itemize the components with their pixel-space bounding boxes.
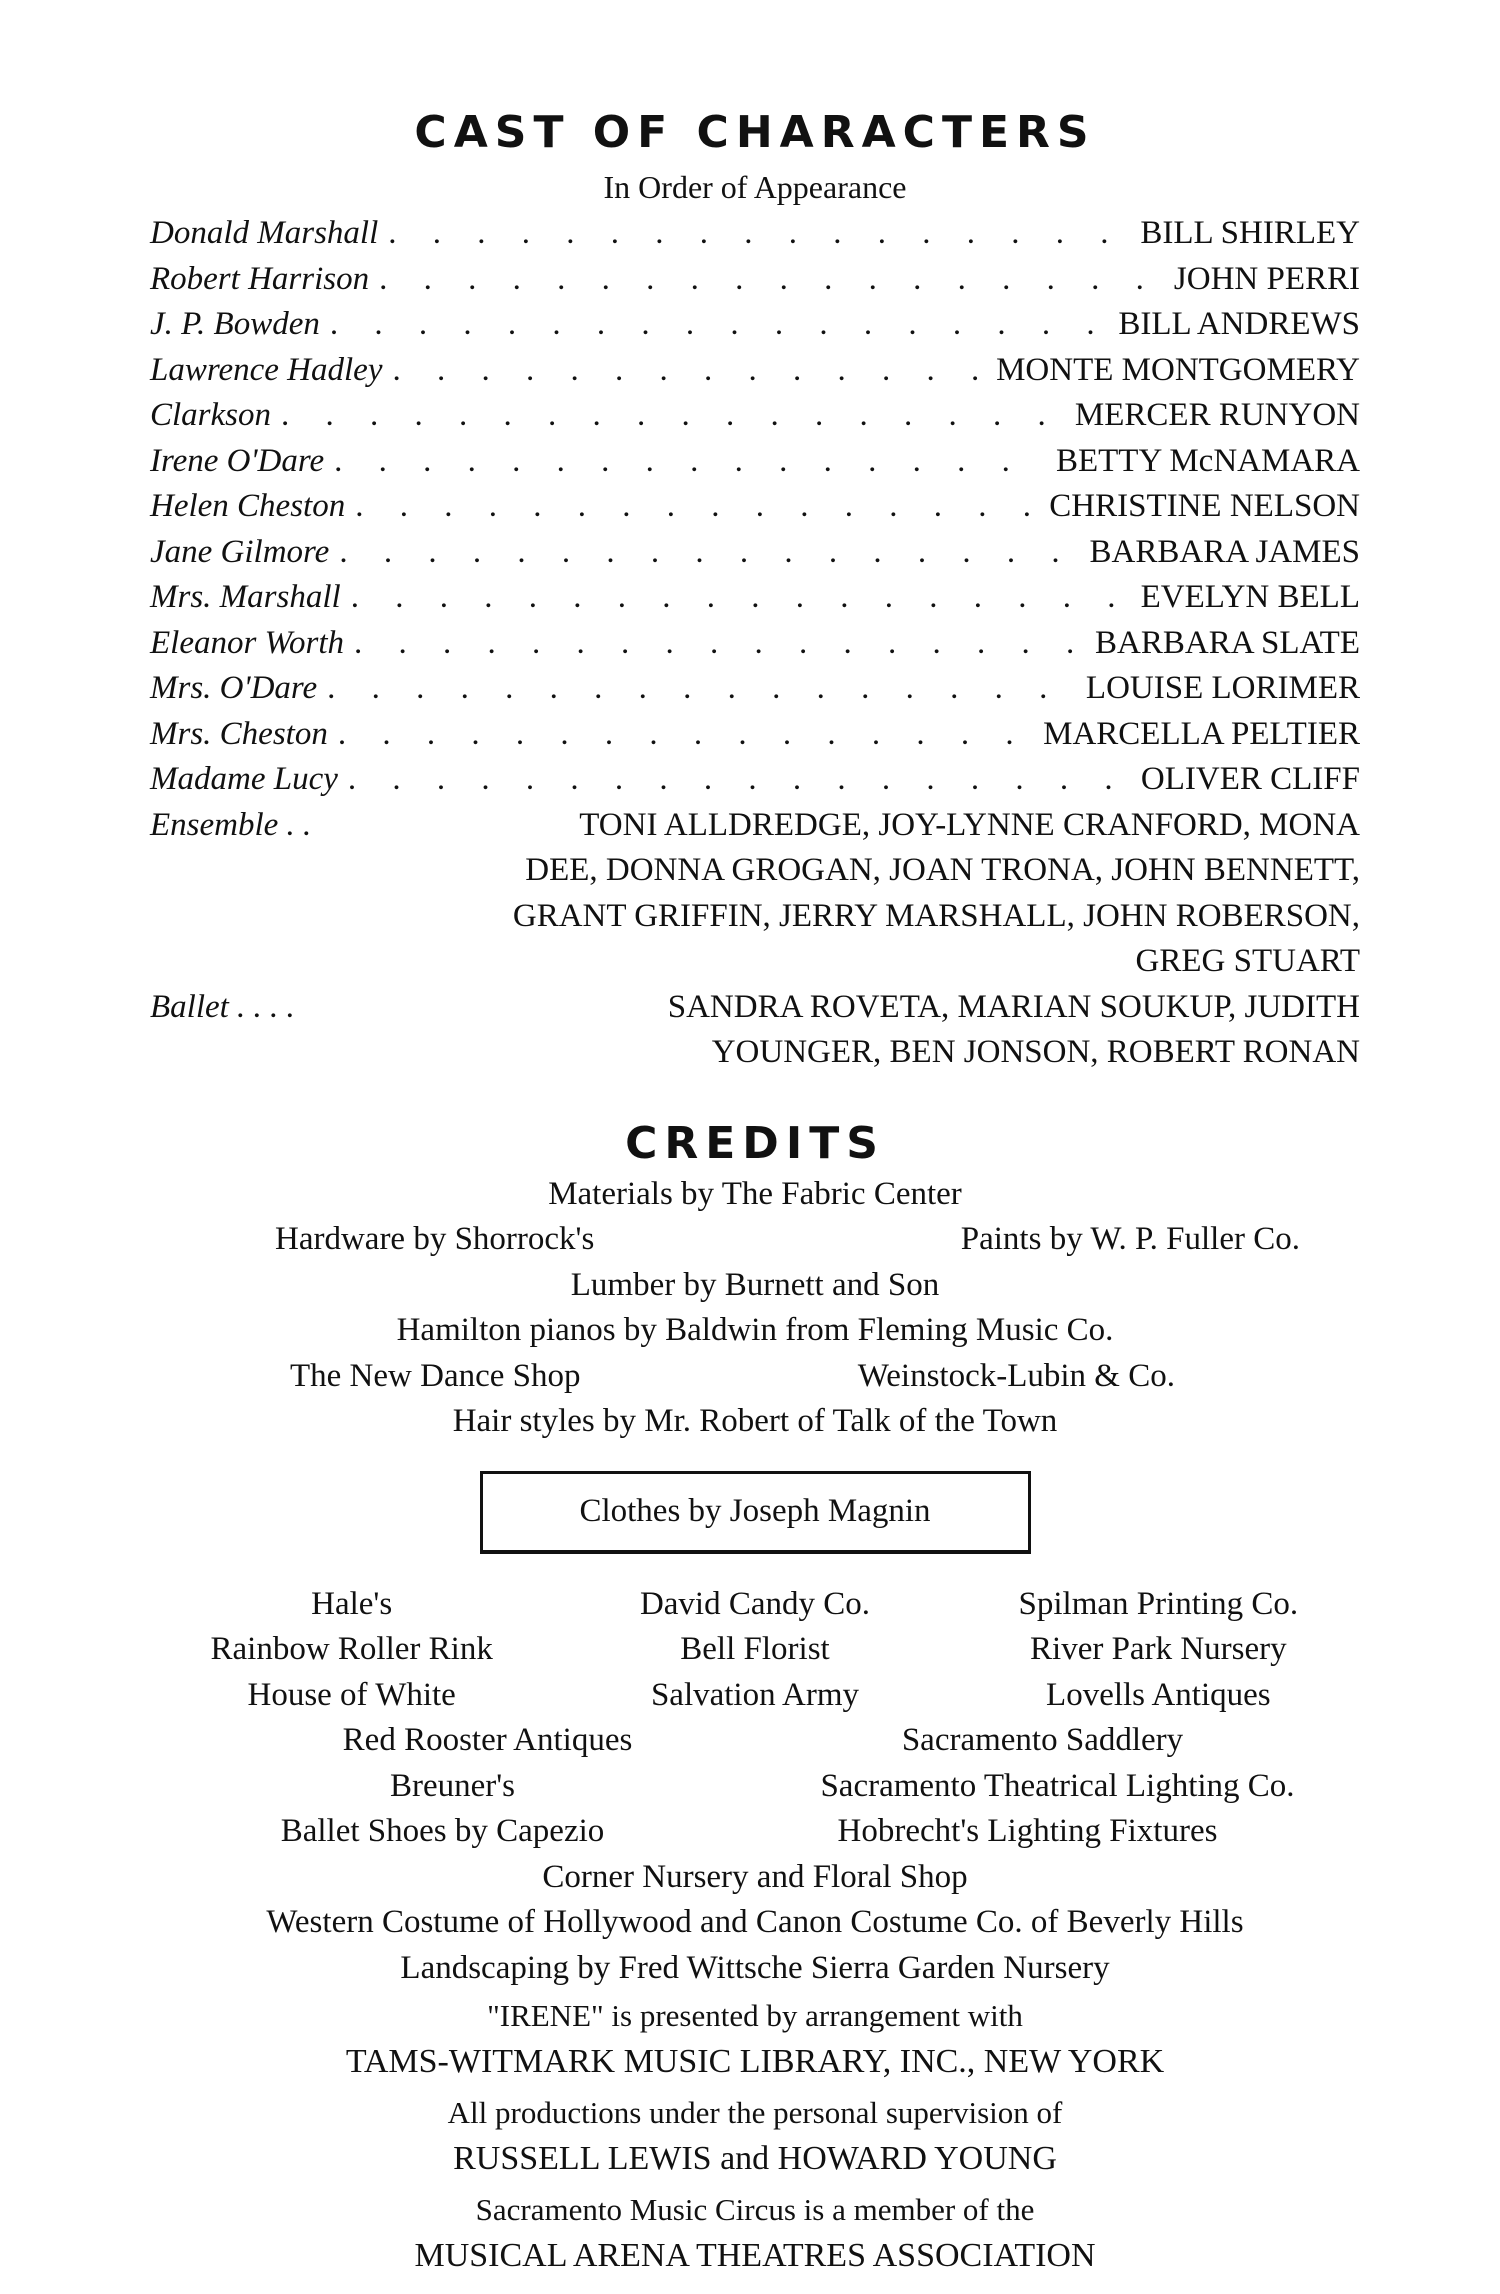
ballet-label: Ballet . . . .: [150, 988, 295, 1025]
notice-member: Sacramento Music Circus is a member of the: [475, 2192, 1035, 2227]
actor-name: LOUISE LORIMER: [1085, 670, 1360, 706]
ensemble-label: Ensemble . .: [150, 806, 312, 843]
actor-name: EVELYN BELL: [1140, 579, 1360, 615]
role-name: Clarkson: [150, 397, 272, 433]
cast-heading: CAST OF CHARACTERS: [414, 107, 1096, 158]
ensemble-line: GRANT GRIFFIN, JERRY MARSHALL, JOHN ROBERSON,: [512, 897, 1360, 934]
role-name: Donald Marshall: [150, 215, 379, 251]
dot-leader: [339, 530, 1075, 576]
sponsor: David Candy Co.: [639, 1585, 871, 1622]
notice-producers: RUSSELL LEWIS and HOWARD YOUNG: [453, 2139, 1057, 2177]
sponsor: Ballet Shoes by Capezio: [280, 1813, 605, 1849]
sponsor: Sacramento Theatrical Lighting Co.: [820, 1767, 1295, 1804]
sponsor-row: [150, 1627, 1360, 1673]
cast-row: [150, 530, 1360, 576]
sponsor: Bell Florist: [680, 1631, 830, 1667]
sponsor: Salvation Army: [650, 1676, 860, 1713]
actor-name: OLIVER CLIFF: [1140, 761, 1360, 797]
ensemble-names: [360, 803, 1360, 985]
sponsor: Spilman Printing Co.: [1018, 1585, 1299, 1622]
sponsor-row: [150, 1764, 1360, 1810]
cast-row: [150, 621, 1360, 667]
actor-name: BARBARA JAMES: [1089, 533, 1360, 570]
sponsor: Breuner's: [389, 1767, 516, 1804]
dot-leader: [281, 393, 1061, 439]
cast-row: [150, 348, 1360, 394]
actor-name: MERCER RUNYON: [1074, 397, 1360, 433]
sponsor: Hobrecht's Lighting Fixtures: [837, 1813, 1218, 1849]
credit-weinstock: Weinstock-Lubin & Co.: [857, 1357, 1175, 1394]
role-name: Madame Lucy: [150, 761, 338, 797]
credits-list: [150, 1172, 1360, 1992]
sponsor-row: [150, 1809, 1360, 1855]
sponsor: River Park Nursery: [1030, 1631, 1287, 1667]
cast-row: [150, 439, 1360, 485]
role-name: Robert Harrison: [150, 260, 370, 297]
credit-pianos: Hamilton pianos by Baldwin from Fleming Music Co.: [396, 1312, 1114, 1348]
arrangement-notice: [150, 1993, 1360, 2278]
notice-irene: "IRENE" is presented by arrangement with: [487, 1998, 1023, 2033]
cast-row: [150, 712, 1360, 758]
credit-row: [150, 1217, 1360, 1263]
role-name: Lawrence Hadley: [150, 351, 383, 388]
ballet-row: [150, 985, 1360, 1076]
sponsor: Sacramento Saddlery: [901, 1722, 1184, 1758]
credit-corner: Corner Nursery and Floral Shop: [542, 1858, 968, 1895]
dot-leader: [388, 211, 1126, 257]
dot-leader: [379, 257, 1160, 303]
actor-name: BARBARA SLATE: [1095, 624, 1360, 661]
cast-row: [150, 757, 1360, 803]
sponsor: Hale's: [311, 1585, 393, 1622]
ensemble-line: TONI ALLDREDGE, JOY-LYNNE CRANFORD, MONA: [579, 806, 1360, 843]
credit-materials: Materials by The Fabric Center: [548, 1175, 962, 1212]
role-name: Jane Gilmore: [150, 533, 330, 570]
cast-row: [150, 484, 1360, 530]
sponsor: Lovells Antiques: [1046, 1676, 1271, 1713]
dot-leader: [355, 484, 1035, 530]
credit-row: [150, 1354, 1360, 1400]
actor-name: BILL ANDREWS: [1118, 306, 1360, 342]
sponsor: Rainbow Roller Rink: [210, 1631, 493, 1667]
ballet-line: SANDRA ROVETA, MARIAN SOUKUP, JUDITH: [667, 988, 1360, 1025]
dot-leader: [348, 757, 1127, 803]
cast-row: [150, 393, 1360, 439]
ballet-names: [360, 985, 1360, 1076]
sponsor-row: [150, 1718, 1360, 1764]
actor-name: BETTY McNAMARA: [1055, 442, 1360, 479]
credit-western: Western Costume of Hollywood and Canon Costume Co. of Beverly Hills: [266, 1904, 1244, 1940]
credit-hardware: Hardware by Shorrock's: [275, 1221, 595, 1257]
role-name: J. P. Bowden: [150, 306, 320, 342]
dot-leader: [334, 439, 1042, 485]
cast-row: [150, 575, 1360, 621]
dot-leader: [330, 302, 1104, 348]
credit-dance-shop: The New Dance Shop: [290, 1357, 581, 1394]
clothes-box: [480, 1471, 1031, 1554]
role-name: Mrs. Cheston: [150, 715, 328, 752]
cast-row: [150, 302, 1360, 348]
ballet-line: YOUNGER, BEN JONSON, ROBERT RONAN: [711, 1034, 1360, 1070]
actor-name: MONTE MONTGOMERY: [996, 351, 1360, 388]
credit-hair: Hair styles by Mr. Robert of Talk of the Town: [452, 1403, 1058, 1439]
cast-row: [150, 666, 1360, 712]
role-name: Eleanor Worth: [150, 624, 345, 661]
credits-heading: CREDITS: [625, 1117, 885, 1169]
dot-leader: [392, 348, 982, 394]
sponsor-row: [150, 1582, 1360, 1628]
sponsor-row: [150, 1673, 1360, 1719]
credit-lumber: Lumber by Burnett and Son: [570, 1266, 940, 1303]
dot-leader: [354, 621, 1081, 667]
ensemble-line: DEE, DONNA GROGAN, JOAN TRONA, JOHN BENNETT,: [525, 852, 1360, 888]
dot-leader: [327, 666, 1072, 712]
notice-tams: TAMS-WITMARK MUSIC LIBRARY, INC., NEW YORK: [345, 2042, 1165, 2080]
credit-clothes: Clothes by Joseph Magnin: [579, 1492, 931, 1529]
credit-paints: Paints by W. P. Fuller Co.: [960, 1221, 1300, 1257]
role-name: Helen Cheston: [150, 488, 346, 524]
program-page: [150, 105, 1360, 2278]
actor-name: BILL SHIRLEY: [1140, 215, 1360, 251]
role-name: Mrs. O'Dare: [150, 670, 318, 706]
sponsor: Red Rooster Antiques: [342, 1722, 633, 1758]
dot-leader: [338, 712, 1029, 758]
role-name: Irene O'Dare: [150, 442, 325, 479]
cast-row: [150, 257, 1360, 303]
actor-name: MARCELLA PELTIER: [1043, 715, 1360, 752]
cast-list: [150, 211, 1360, 1076]
notice-productions: All productions under the personal supervision of: [447, 2095, 1063, 2130]
actor-name: CHRISTINE NELSON: [1049, 488, 1360, 524]
cast-row: [150, 211, 1360, 257]
ensemble-row: [150, 803, 1360, 985]
actor-name: JOHN PERRI: [1173, 260, 1360, 297]
cast-subheading: In Order of Appearance: [603, 169, 907, 205]
dot-leader: [351, 575, 1127, 621]
sponsor: House of White: [247, 1676, 456, 1713]
notice-association: MUSICAL ARENA THEATRES ASSOCIATION: [414, 2236, 1096, 2274]
ensemble-line: GREG STUART: [1135, 943, 1360, 979]
role-name: Mrs. Marshall: [150, 579, 341, 615]
credit-landscaping: Landscaping by Fred Wittsche Sierra Garden Nursery: [400, 1949, 1110, 1986]
